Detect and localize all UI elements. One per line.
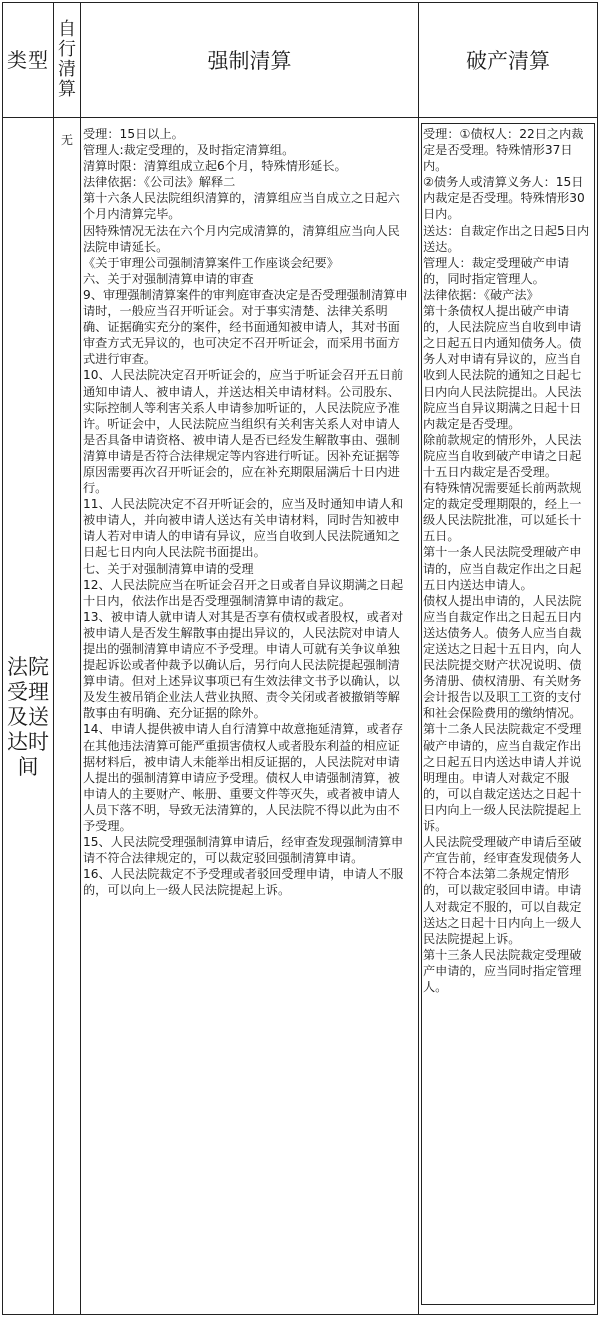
forced-paragraph: 9、审理强制清算案件的审判庭审查决定是否受理强制清算申请时，一般应当召开听证会。对于事实清楚、法律关系明确、证据确实充分的案件，经书面通知被申请人，其对书面审查方式无异议的，也可决定不召开听证会，而采用书面方式进行审查。 xyxy=(83,287,408,367)
forced-paragraph: 14、申请人提供被申请人自行清算中故意拖延清算，或者存在其他违法清算可能严重损害债权人或者股东利益的相应证据材料后，被申请人未能举出相反证据的，人民法院对申请人提出的强制清算申请应予受理。债权人申请强制清算，被申请人的主要财产、帐册、重要文件等灭失，或者被申请人人员下落不明，导致无法清算的，人民法院不得以此为由不予受理。 xyxy=(83,722,404,834)
row-label: 法院受理及送达时间 xyxy=(7,655,49,779)
bankruptcy-paragraph: 有特殊情况需要延长前两款规定的裁定受理期限的，经上一级人民法院批准，可以延长十五日。 xyxy=(423,481,582,544)
forced-paragraph: 13、被申请人就申请人对其是否享有债权或者股权，或者对被申请人是否发生解散事由提出异议的，人民法院对申请人提出的强制清算申请应不予受理。申请人可就有关争议单独提起诉讼或者仲裁予以确认后，另行向人民法院提起强制清算申请。但对上述异议事项已有生效法律文书予以确认，以及发生被吊销企业法人营业执照、责令关闭或者被撤销等解散事由有明确、充分证据的除外。 xyxy=(83,609,404,721)
forced-paragraph: 16、人民法院裁定不予受理或者驳回受理申请，申请人不服的，可以向上一级人民法院提起上诉。 xyxy=(83,867,404,898)
column-divider xyxy=(80,3,81,1314)
bankruptcy-paragraph: 第十条债权人提出破产申请的，人民法院应当自收到申请之日起五日内通知债务人。债务人对申请有异议的，应当自收到人民法院的通知之日起七日内向人民法院提出。人民法院应当自异议期满之日起十日内裁定是否受理。 xyxy=(423,304,582,431)
clearing-comparison-table xyxy=(2,2,598,1315)
forced-paragraph: 法律依据：《公司法》解释二 xyxy=(83,175,236,190)
forced-paragraph: 因特殊情况无法在六个月内完成清算的，清算组应当向人民法院申请延长。 xyxy=(83,223,400,254)
forced-paragraph: 12、人民法院应当在听证会召开之日或者自异议期满之日起十日内，依法作出是否受理强制清算申请的裁定。 xyxy=(83,577,404,608)
bankruptcy-paragraph: 管理人：裁定受理破产申请的，同时指定管理人。 xyxy=(423,255,570,286)
forced-paragraph: 管理人:裁定受理的，及时指定清算组。 xyxy=(83,143,295,158)
forced-paragraph: 受理：15日以上。 xyxy=(83,127,184,141)
forced-paragraph: 清算时限：清算组成立起6个月，特殊情形延长。 xyxy=(83,159,347,174)
forced-paragraph: 15、人民法院受理强制清算申请后，经审查发现强制清算申请不符合法律规定的，可以裁定驳回强制清算申请。 xyxy=(83,835,404,866)
self-clearing-cell: 无 xyxy=(60,133,73,147)
bankruptcy-clearing-cell xyxy=(423,126,593,995)
forced-paragraph: 第十六条人民法院组织清算的，清算组应当自成立之日起六个月内清算完毕。 xyxy=(83,191,400,222)
forced-paragraph: 10、人民法院决定召开听证会的，应当于听证会召开五日前通知申请人、被申请人，并送达相关申请材料。公司股东、实际控制人等利害关系人申请参加听证的，人民法院应予准许。听证会中，人民法院应当组织有关利害关系人对申请人是否具备申请资格、被申请人是否已经发生解散事由、强制清算申请是否符合法律规定等内容进行听证。因补充证据等原因需要再次召开听证会的，应在补充期限届满后十日内进行。 xyxy=(83,368,404,496)
bankruptcy-paragraph: 除前款规定的情形外，人民法院应当自收到破产申请之日起十五日内裁定是否受理。 xyxy=(423,432,582,479)
bankruptcy-paragraph: 人民法院受理破产申请后至破产宣告前，经审查发现债务人不符合本法第二条规定情形的，可以裁定驳回申请。申请人对裁定不服的，可以自裁定送达之日起十日内向上一级人民法院提起上诉。 xyxy=(423,835,582,946)
forced-paragraph: 七、关于对强制清算申请的受理 xyxy=(83,561,254,576)
forced-paragraph: 《关于审理公司强制清算案件工作座谈会纪要》 xyxy=(83,255,339,270)
header-forced-clearing: 强制清算 xyxy=(207,49,292,73)
header-type: 类型 xyxy=(7,48,49,72)
header-bankruptcy-clearing: 破产清算 xyxy=(466,49,550,73)
bankruptcy-paragraph: 送达：自裁定作出之日起5日内送达。 xyxy=(423,223,590,254)
bankruptcy-paragraph: 法律依据：《破产法》 xyxy=(423,287,539,302)
bankruptcy-paragraph: 债权人提出申请的，人民法院应当自裁定作出之日起五日内送达债务人。债务人应当自裁定送达之日起十五日内，向人民法院提交财产状况说明、债务清册、债权清册、有关财务会计报告以及职工工资的支付和社会保险费用的缴纳情况。 xyxy=(423,593,582,721)
forced-clearing-cell xyxy=(83,126,410,899)
bankruptcy-paragraph: 第十二条人民法院裁定不受理破产申请的，应当自裁定作出之日起五日内送达申请人并说明理由。申请人对裁定不服的，可以自裁定送达之日起十日内向上一级人民法院提起上诉。 xyxy=(423,722,582,834)
bankruptcy-paragraph: ②债务人或清算义务人：15日内裁定是否受理。特殊情形30日内。 xyxy=(423,175,585,222)
bankruptcy-paragraph: 受理：①债权人：22日之内裁定是否受理。特殊情形37日内。 xyxy=(423,127,584,174)
forced-paragraph: 11、人民法院决定不召开听证会的，应当及时通知申请人和被申请人，并向被申请人送达有关申请材料，同时告知被申请人若对申请人的申请有异议，应当自收到人民法院通知之日起七日内向人民法院书面提出。 xyxy=(83,497,404,560)
bankruptcy-paragraph: 第十一条人民法院受理破产申请的，应当自裁定作出之日起五日内送达申请人。 xyxy=(423,545,582,592)
bankruptcy-paragraph: 第十三条人民法院裁定受理破产申请的，应当同时指定管理人。 xyxy=(423,947,582,994)
column-divider xyxy=(418,3,419,1314)
header-self-clearing: 自行清算 xyxy=(58,19,76,100)
forced-paragraph: 六、关于对强制清算申请的审查 xyxy=(83,271,254,286)
header-divider xyxy=(3,117,597,118)
column-divider xyxy=(53,3,54,1314)
